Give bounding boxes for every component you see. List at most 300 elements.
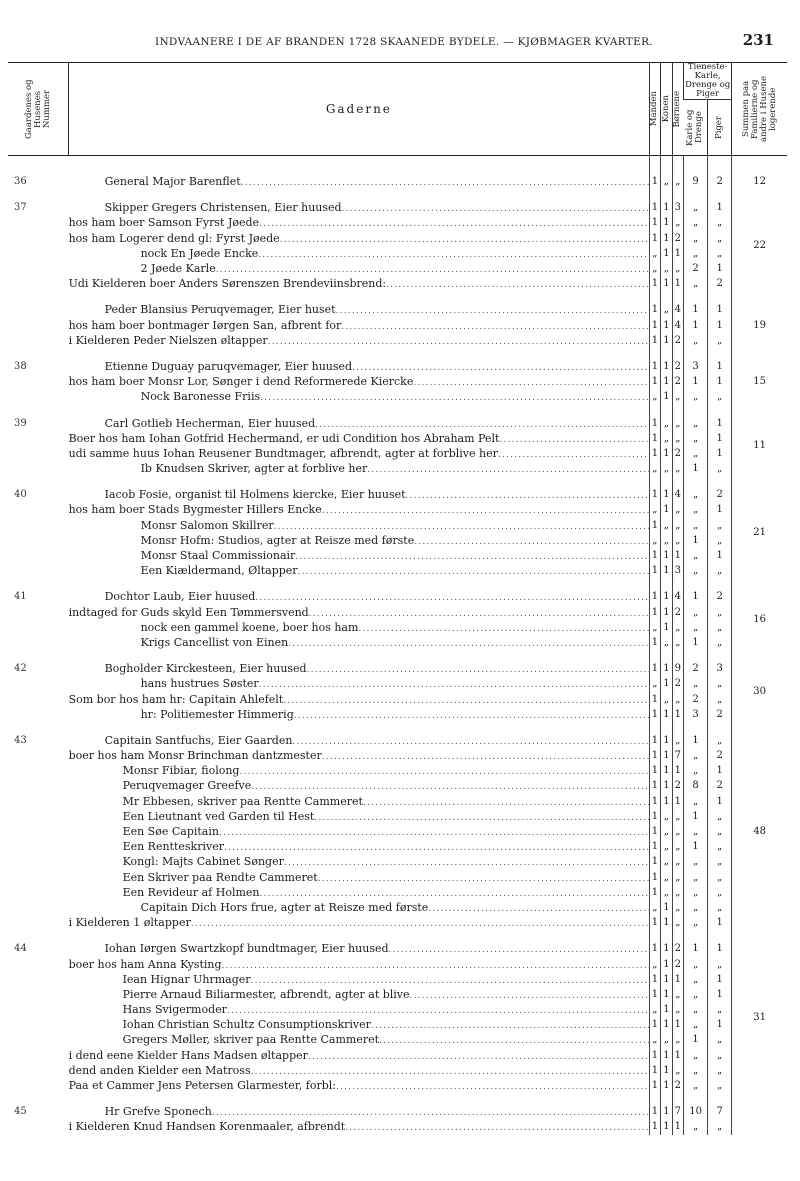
spacer-cell — [69, 476, 650, 487]
house-number — [8, 809, 69, 824]
col-konen: Konen — [661, 63, 672, 156]
resident-name: Capitain Dich Hors frue, agter at Reisze med første — [140, 900, 429, 914]
leader-dots — [307, 665, 649, 675]
table-row — [8, 1078, 787, 1093]
house-number — [8, 691, 69, 706]
spacer-cell — [661, 578, 672, 589]
karle-count: „ — [684, 870, 708, 885]
leader-dots — [336, 306, 649, 316]
col-piger: Piger — [708, 100, 732, 156]
resident-entry — [69, 870, 650, 885]
piger-count: „ — [708, 389, 732, 404]
boernene-count: 2 — [672, 374, 683, 389]
resident-entry — [69, 707, 650, 722]
piger-count: 1 — [708, 415, 732, 430]
boernene-count: „ — [672, 824, 683, 839]
house-number: 36 — [14, 176, 27, 188]
spacer-cell — [708, 1093, 732, 1104]
manden-count: „ — [649, 956, 660, 971]
table-row — [8, 661, 787, 676]
spacer-cell — [8, 930, 69, 941]
table-row — [8, 502, 787, 517]
manden-count: 1 — [649, 302, 660, 317]
boernene-count: „ — [672, 915, 683, 930]
resident-entry — [69, 231, 650, 246]
spacer-cell — [69, 291, 650, 302]
piger-count: 1 — [708, 302, 732, 317]
table-row — [8, 318, 787, 333]
spacer-cell — [672, 578, 683, 589]
karle-count: 1 — [684, 733, 708, 748]
boernene-count: „ — [672, 1032, 683, 1047]
manden-count: „ — [649, 1032, 660, 1047]
table-row — [8, 487, 787, 502]
manden-count: 1 — [649, 635, 660, 650]
leader-dots — [283, 696, 648, 706]
resident-name: Pierre Arnaud Biliarmester, afbrendt, agter at blive — [122, 987, 410, 1001]
resident-entry — [69, 431, 650, 446]
leader-dots — [309, 609, 649, 619]
piger-count: 1 — [708, 763, 732, 778]
manden-count: 1 — [649, 1104, 660, 1119]
piger-count: 1 — [708, 794, 732, 809]
resident-name: Een Rentteskriver — [122, 840, 224, 854]
leader-dots — [413, 378, 648, 388]
spacer-cell — [684, 291, 708, 302]
spacer-cell — [684, 1093, 708, 1104]
spacer-cell — [708, 291, 732, 302]
konen-count: „ — [661, 533, 672, 548]
manden-count: 1 — [649, 431, 660, 446]
manden-count: „ — [649, 246, 660, 261]
manden-count: „ — [649, 1002, 660, 1017]
karle-count: „ — [684, 518, 708, 533]
resident-name: Iean Hignar Uhrmager — [122, 972, 251, 986]
manden-count: 1 — [649, 548, 660, 563]
karle-count: „ — [684, 794, 708, 809]
resident-name: General Major Barenflet — [104, 175, 241, 189]
page-number: 231 — [742, 31, 774, 49]
running-header: INDVAANERE I DE AF BRANDEN 1728 SKAANEDE BYDELE. — KJØBMAGER KVARTER. — [155, 36, 653, 48]
karle-count: „ — [684, 389, 708, 404]
piger-count: 1 — [708, 374, 732, 389]
piger-count: „ — [708, 1119, 732, 1134]
leader-dots — [371, 1021, 649, 1031]
resident-entry — [69, 885, 650, 900]
house-number — [8, 620, 69, 635]
karle-count: „ — [684, 1119, 708, 1134]
boernene-count: „ — [672, 987, 683, 1002]
karle-count: „ — [684, 487, 708, 502]
manden-count: 1 — [649, 778, 660, 793]
resident-entry — [69, 548, 650, 563]
leader-dots — [274, 522, 649, 532]
piger-count: 3 — [708, 661, 732, 676]
boernene-count: 2 — [672, 231, 683, 246]
karle-count: „ — [684, 1017, 708, 1032]
piger-count: „ — [708, 854, 732, 869]
group-spacer — [8, 722, 787, 733]
karle-count: „ — [684, 1048, 708, 1063]
house-number — [8, 972, 69, 987]
table-row — [8, 518, 787, 533]
table-row — [8, 1063, 787, 1078]
resident-entry — [69, 809, 650, 824]
manden-count: 1 — [649, 733, 660, 748]
konen-count: 1 — [661, 956, 672, 971]
spacer-cell — [732, 291, 787, 302]
piger-count: 7 — [708, 1104, 732, 1119]
table-row — [8, 446, 787, 461]
table-row — [8, 374, 787, 389]
table-row — [8, 956, 787, 971]
leader-dots — [406, 491, 649, 501]
table-row — [8, 748, 787, 763]
manden-count: 1 — [649, 1119, 660, 1134]
house-number — [8, 502, 69, 517]
house-number — [8, 431, 69, 446]
spacer-cell — [672, 1093, 683, 1104]
spacer-cell — [708, 156, 732, 175]
boernene-count: „ — [672, 885, 683, 900]
konen-count: „ — [661, 870, 672, 885]
konen-count: 1 — [661, 215, 672, 230]
group-total: 15 — [732, 359, 787, 405]
resident-name: hos ham boer Monsr Lor, Sønger i dend Reformerede Kiercke — [68, 375, 414, 389]
piger-count: 2 — [708, 487, 732, 502]
group-total: 11 — [732, 415, 787, 476]
leader-dots — [212, 1108, 649, 1118]
konen-count: „ — [661, 809, 672, 824]
house-number — [8, 461, 69, 476]
spacer-cell — [661, 404, 672, 415]
konen-count: 1 — [661, 389, 672, 404]
leader-dots — [386, 280, 649, 290]
spacer-cell — [649, 189, 660, 200]
house-number — [8, 231, 69, 246]
spacer-cell — [708, 404, 732, 415]
piger-count: „ — [708, 518, 732, 533]
spacer-cell — [708, 578, 732, 589]
table-row — [8, 1119, 787, 1134]
manden-count: 1 — [649, 691, 660, 706]
manden-count: 1 — [649, 563, 660, 578]
table-row — [8, 389, 787, 404]
group-total: 19 — [732, 302, 787, 348]
manden-count: 1 — [649, 870, 660, 885]
resident-entry — [69, 900, 650, 915]
karle-count: 1 — [684, 533, 708, 548]
konen-count: „ — [661, 824, 672, 839]
house-number — [8, 276, 69, 291]
karle-count: 1 — [684, 635, 708, 650]
manden-count: 1 — [649, 318, 660, 333]
boernene-count: 1 — [672, 1048, 683, 1063]
house-number — [8, 548, 69, 563]
karle-count: „ — [684, 885, 708, 900]
konen-count: „ — [661, 302, 672, 317]
piger-count: „ — [708, 691, 732, 706]
konen-count: 1 — [661, 589, 672, 604]
boernene-count: 1 — [672, 707, 683, 722]
resident-name: i dend eene Kielder Hans Madsen øltapper — [68, 1048, 308, 1062]
manden-count: 1 — [649, 809, 660, 824]
konen-count: 1 — [661, 333, 672, 348]
resident-name: indtaged for Guds skyld Een Tømmersvend — [68, 605, 309, 619]
resident-name: Een Lieutnant ved Garden til Hest — [122, 809, 315, 823]
karle-count: „ — [684, 200, 708, 215]
manden-count: 1 — [649, 415, 660, 430]
resident-name: Capitain Santfuchs, Eier Gaarden — [104, 733, 293, 747]
konen-count: 1 — [661, 661, 672, 676]
konen-count: „ — [661, 885, 672, 900]
piger-count: 2 — [708, 707, 732, 722]
group-total: 12 — [732, 174, 787, 189]
boernene-count: „ — [672, 518, 683, 533]
house-number — [8, 635, 69, 650]
boernene-count: 3 — [672, 200, 683, 215]
table-row — [8, 1048, 787, 1063]
house-number — [8, 1119, 69, 1134]
spacer-cell — [661, 156, 672, 175]
table-row — [8, 200, 787, 215]
leader-dots — [367, 465, 648, 475]
spacer-cell — [708, 348, 732, 359]
piger-count: „ — [708, 733, 732, 748]
manden-count: 1 — [649, 605, 660, 620]
resident-name: Hr Grefve Sponech — [104, 1105, 212, 1119]
table-row — [8, 885, 787, 900]
spacer-cell — [661, 348, 672, 359]
karle-count: 10 — [684, 1104, 708, 1119]
spacer-cell — [732, 930, 787, 941]
leader-dots — [259, 680, 649, 690]
table-row — [8, 415, 787, 430]
group-spacer — [8, 930, 787, 941]
spacer-cell — [661, 930, 672, 941]
manden-count: 1 — [649, 589, 660, 604]
manden-count: „ — [649, 620, 660, 635]
konen-count: 1 — [661, 794, 672, 809]
manden-count: 1 — [649, 763, 660, 778]
leader-dots — [216, 265, 649, 275]
table-row — [8, 548, 787, 563]
karle-count: 1 — [684, 809, 708, 824]
konen-count: „ — [661, 261, 672, 276]
resident-entry — [69, 915, 650, 930]
spacer-cell — [69, 722, 650, 733]
karle-count: 9 — [684, 174, 708, 189]
karle-count: „ — [684, 605, 708, 620]
konen-count: „ — [661, 174, 672, 189]
piger-count: 2 — [708, 778, 732, 793]
leader-dots — [363, 798, 649, 808]
konen-count: „ — [661, 415, 672, 430]
resident-entry — [69, 415, 650, 430]
spacer-cell — [672, 189, 683, 200]
leader-dots — [268, 337, 649, 347]
konen-count: 1 — [661, 374, 672, 389]
manden-count: „ — [649, 900, 660, 915]
karle-count: 1 — [684, 302, 708, 317]
konen-count: 1 — [661, 676, 672, 691]
table-row — [8, 1002, 787, 1017]
resident-entry — [69, 1063, 650, 1078]
konen-count: 1 — [661, 548, 672, 563]
spacer-cell — [732, 722, 787, 733]
spacer-cell — [649, 156, 660, 175]
leader-dots — [251, 782, 648, 792]
boernene-count: 4 — [672, 487, 683, 502]
resident-name: 2 Jøede Karle — [140, 262, 216, 276]
table-row — [8, 231, 787, 246]
leader-dots — [239, 767, 648, 777]
leader-dots — [410, 991, 649, 1001]
house-number — [8, 1002, 69, 1017]
manden-count: „ — [649, 461, 660, 476]
boernene-count: 2 — [672, 333, 683, 348]
house-number — [8, 1078, 69, 1093]
boernene-count: 2 — [672, 941, 683, 956]
leader-dots — [315, 420, 648, 430]
house-number — [8, 778, 69, 793]
konen-count: 1 — [661, 487, 672, 502]
spacer-cell — [708, 930, 732, 941]
boernene-count: 4 — [672, 302, 683, 317]
group-spacer — [8, 578, 787, 589]
spacer-cell — [649, 578, 660, 589]
table-row — [8, 302, 787, 317]
boernene-count: „ — [672, 809, 683, 824]
leader-dots — [259, 889, 648, 899]
boernene-count: „ — [672, 215, 683, 230]
house-number — [8, 915, 69, 930]
group-spacer — [8, 156, 787, 175]
leader-dots — [255, 593, 648, 603]
table-row — [8, 941, 787, 956]
spacer-cell — [69, 578, 650, 589]
boernene-count: 1 — [672, 1119, 683, 1134]
karle-count: „ — [684, 446, 708, 461]
house-number — [8, 987, 69, 1002]
table-row — [8, 676, 787, 691]
house-number — [8, 900, 69, 915]
resident-name: Hans Svigermoder — [122, 1003, 227, 1017]
karle-count: 1 — [684, 941, 708, 956]
leader-dots — [322, 506, 649, 516]
karle-count: „ — [684, 824, 708, 839]
boernene-count: 4 — [672, 318, 683, 333]
piger-count: 1 — [708, 1017, 732, 1032]
spacer-cell — [684, 476, 708, 487]
spacer-cell — [732, 189, 787, 200]
manden-count: 1 — [649, 941, 660, 956]
piger-count: „ — [708, 809, 732, 824]
manden-count: 1 — [649, 915, 660, 930]
leader-dots — [227, 1006, 649, 1016]
manden-count: 1 — [649, 1017, 660, 1032]
resident-entry — [69, 941, 650, 956]
house-number — [8, 763, 69, 778]
resident-name: Een Revideur af Holmen — [122, 885, 260, 899]
resident-entry — [69, 446, 650, 461]
spacer-cell — [672, 930, 683, 941]
spacer-cell — [649, 404, 660, 415]
konen-count: „ — [661, 839, 672, 854]
leader-dots — [241, 178, 649, 188]
resident-name: udi samme huus Iohan Reusener Bundtmager, afbrendt, agter at forblive her — [68, 446, 498, 460]
resident-name: hos ham boer Samson Fyrst Jøede — [68, 216, 260, 230]
spacer-cell — [69, 930, 650, 941]
col-streets: Gaderne — [69, 63, 650, 156]
boernene-count: „ — [672, 733, 683, 748]
piger-count: „ — [708, 1078, 732, 1093]
karle-count: 1 — [684, 461, 708, 476]
resident-name: Iohan Iørgen Swartzkopf bundtmager, Eier huused — [104, 942, 389, 956]
resident-name: Iohan Christian Schultz Consumptionskriver — [122, 1018, 371, 1032]
spacer-cell — [649, 1093, 660, 1104]
resident-entry — [69, 563, 650, 578]
piger-count: 2 — [708, 748, 732, 763]
col-karle: Karle og Drenge — [684, 100, 708, 156]
house-number — [8, 605, 69, 620]
spacer-cell — [661, 291, 672, 302]
table-row — [8, 691, 787, 706]
piger-count: 1 — [708, 359, 732, 374]
boernene-count: „ — [672, 431, 683, 446]
table-row — [8, 261, 787, 276]
leader-dots — [318, 874, 649, 884]
konen-count: 1 — [661, 359, 672, 374]
spacer-cell — [684, 722, 708, 733]
house-number — [8, 261, 69, 276]
group-total: 22 — [732, 200, 787, 291]
table-row — [8, 809, 787, 824]
table-row — [8, 839, 787, 854]
konen-count: „ — [661, 1032, 672, 1047]
resident-entry — [69, 374, 650, 389]
house-number: 45 — [14, 1106, 27, 1118]
house-number: 43 — [14, 734, 27, 746]
spacer-cell — [732, 348, 787, 359]
piger-count: „ — [708, 1002, 732, 1017]
resident-entry — [69, 1017, 650, 1032]
group-total: 21 — [732, 487, 787, 578]
konen-count: 1 — [661, 246, 672, 261]
piger-count: „ — [708, 870, 732, 885]
spacer-cell — [69, 1093, 650, 1104]
table-row — [8, 900, 787, 915]
manden-count: „ — [649, 389, 660, 404]
piger-count: 1 — [708, 987, 732, 1002]
leader-dots — [280, 235, 649, 245]
karle-count: „ — [684, 1063, 708, 1078]
group-spacer — [8, 189, 787, 200]
konen-count: 1 — [661, 620, 672, 635]
house-number — [8, 839, 69, 854]
boernene-count: 1 — [672, 763, 683, 778]
spacer-cell — [661, 650, 672, 661]
spacer-cell — [661, 189, 672, 200]
karle-count: „ — [684, 415, 708, 430]
resident-entry — [69, 359, 650, 374]
boernene-count: 2 — [672, 956, 683, 971]
boernene-count: „ — [672, 461, 683, 476]
piger-count: „ — [708, 839, 732, 854]
leader-dots — [295, 552, 648, 562]
karle-count: 2 — [684, 661, 708, 676]
resident-entry — [69, 794, 650, 809]
